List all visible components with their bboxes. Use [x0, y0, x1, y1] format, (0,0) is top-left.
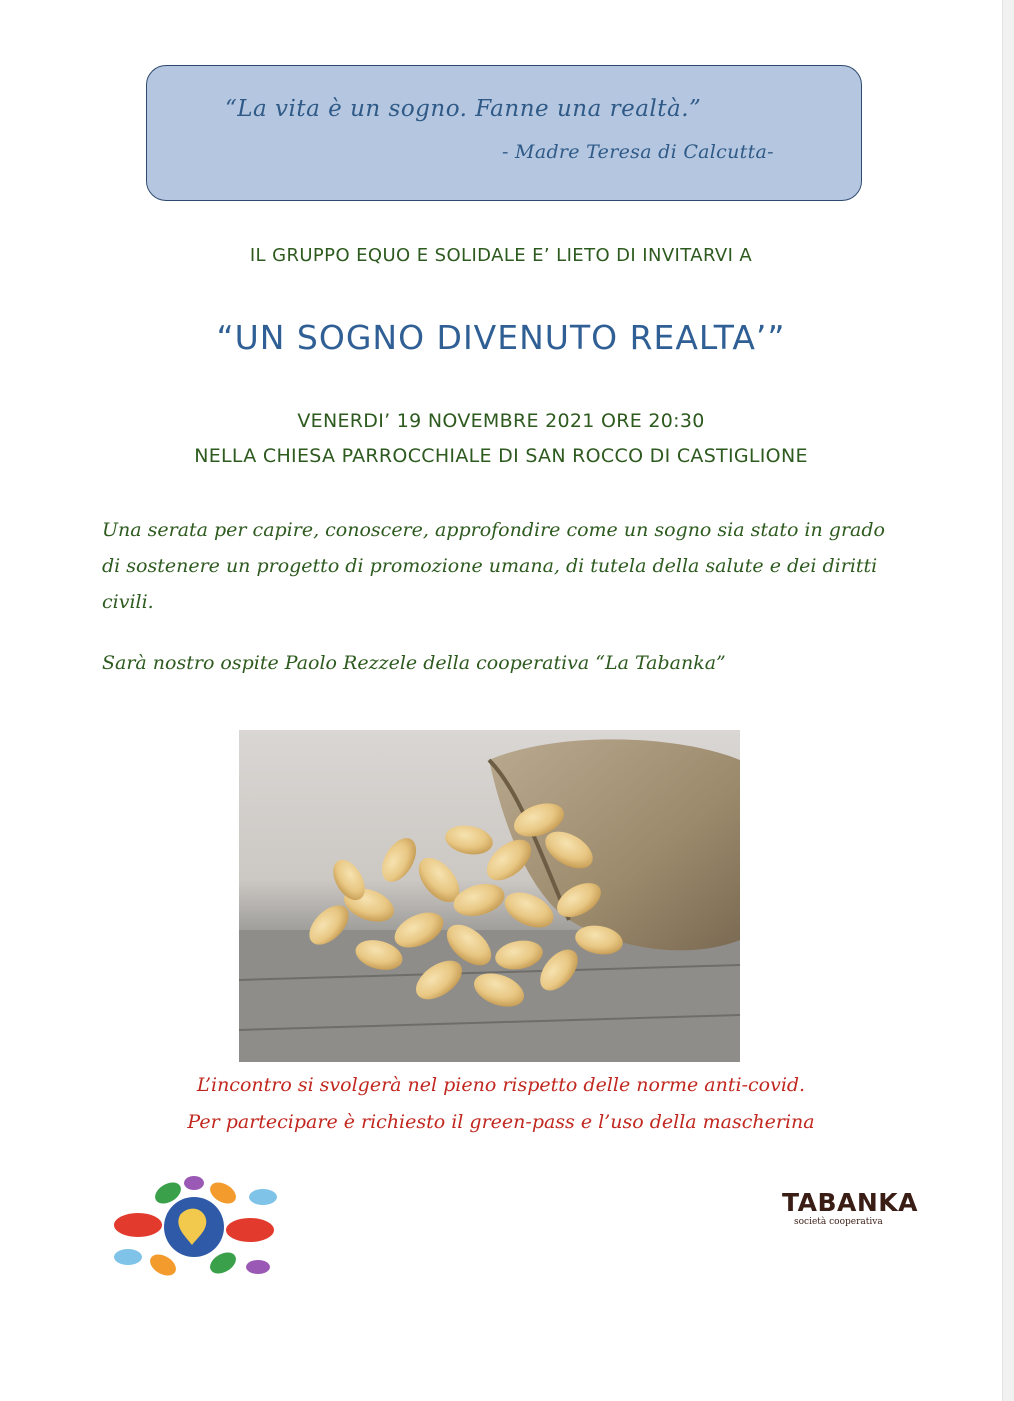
covid-note-line1: L’incontro si svolgerà nel pieno rispetto delle norme anti-covid.: [196, 1074, 806, 1096]
tabanka-subtitle: società cooperativa: [794, 1217, 883, 1227]
invite-line: IL GRUPPO EQUO E SOLIDALE E’ LIETO DI INVITARVI A: [249, 245, 753, 266]
guest-line: Sarà nostro ospite Paolo Rezzele della cooperativa “La Tabanka”: [102, 652, 726, 674]
quote-author: - Madre Teresa di Calcutta-: [502, 141, 774, 163]
event-description: Una serata per capire, conoscere, approfondire come un sogno sia stato in grado di sostenere un progetto di promozione umana, di tutela della salute e dei diritti civili.: [102, 519, 885, 613]
quote-box: [146, 65, 862, 201]
event-place: NELLA CHIESA PARROCCHIALE DI SAN ROCCO DI CASTIGLIONE: [194, 445, 808, 467]
event-date: VENERDI’ 19 NOVEMBRE 2021 ORE 20:30: [297, 410, 705, 432]
event-title: “UN SOGNO DIVENUTO REALTA’”: [216, 318, 786, 357]
covid-note-line2: Per partecipare è richiesto il green-pass e l’uso della mascherina: [187, 1111, 815, 1133]
tabanka-logo: [770, 1180, 919, 1240]
quote-text: “La vita è un sogno. Fanne una realtà.”: [225, 96, 702, 122]
tabanka-name: TABANKA: [782, 1188, 919, 1217]
cashew-photo: [239, 730, 740, 1062]
hands-globe-logo: [108, 1175, 280, 1280]
hands-globe-icon: [108, 1175, 280, 1280]
cashew-illustration: [239, 730, 740, 1062]
